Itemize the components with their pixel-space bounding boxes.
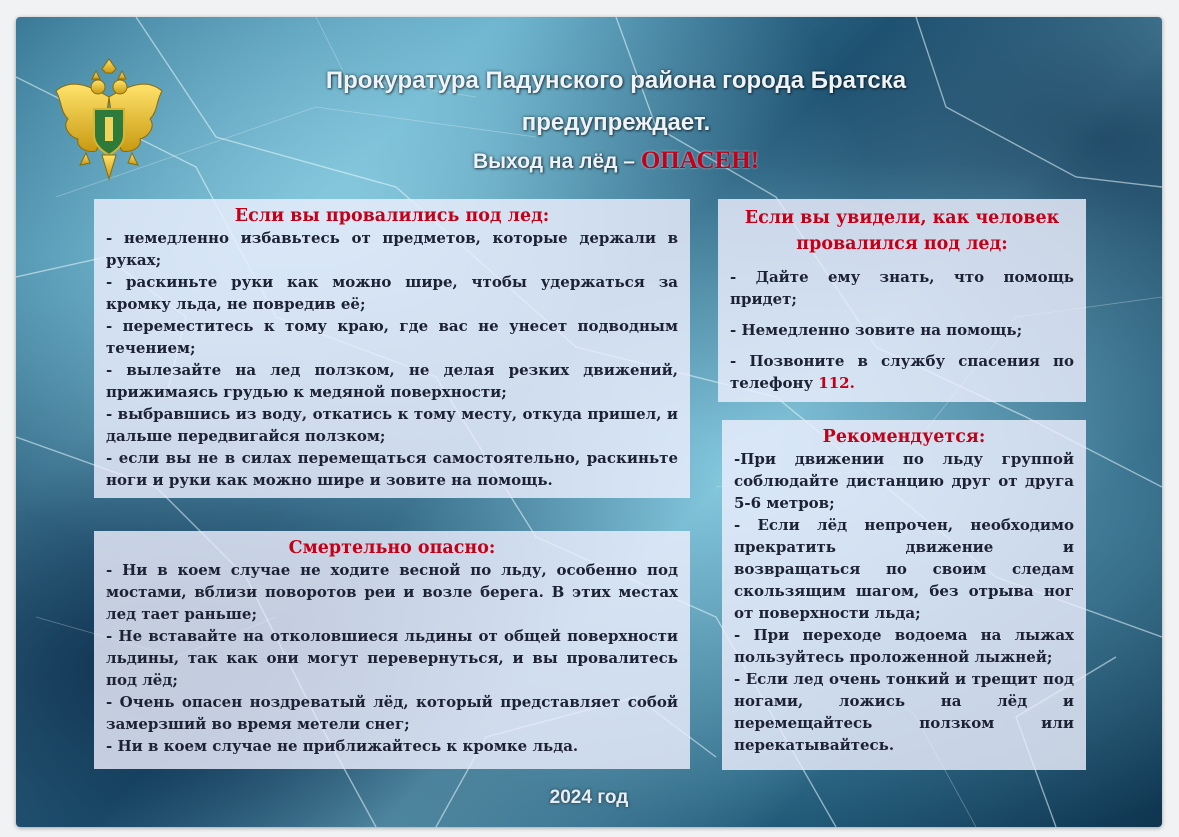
list-item: - Если лёд непрочен, необходимо прекратить движение и возвращаться по своим следам скользящим шагом, без отрыва ног от поверхности льда;	[734, 516, 1074, 622]
section-title: Смертельно опасно:	[288, 538, 496, 558]
list-item	[730, 350, 1074, 394]
list-item: - вылезайте на лед ползком, не делая резких движений, прижимаясь грудью к медяной поверхности;	[106, 361, 678, 401]
header-ice-warning-prefix: Выход на лёд –	[472, 150, 641, 173]
poster	[16, 17, 1162, 827]
section-title: Если вы провалились под лед:	[234, 206, 550, 226]
section-recommended	[722, 420, 1086, 770]
prosecutor-eagle-emblem-icon	[52, 57, 166, 185]
list-item: - Дайте ему знать, что помощь придет;	[730, 268, 1074, 308]
list-item: - При переходе водоема на лыжах пользуйтесь проложенной лыжней;	[734, 626, 1074, 666]
header-danger-word: ОПАСЕН!	[640, 147, 760, 174]
list-item: - Очень опасен ноздреватый лёд, который представляет собой замерзший во время метели снег;	[106, 693, 678, 733]
list-item: - Ни в коем случае не ходите весной по льду, особенно под мостами, вблизи поворотов реи и возле берега. В этих местах лед тает раньше;	[106, 561, 678, 623]
section-fell-through	[94, 199, 690, 498]
header-warns: предупреждает.	[521, 109, 711, 136]
list-item: - раскиньте руки как можно шире, чтобы удержаться за кромку льда, не повредив её;	[106, 273, 678, 313]
section-title: Рекомендуется:	[822, 427, 986, 447]
list-item: -При движении по льду группой соблюдайте дистанцию друг от друга 5-6 метров;	[734, 450, 1074, 512]
list-item: - Немедленно зовите на помощь;	[730, 321, 1023, 339]
list-item: - немедленно избавьтесь от предметов, которые держали в руках;	[106, 229, 678, 269]
list-item: - если вы не в силах перемещаться самостоятельно, раскиньте ноги и руки как можно шире и зовите на помощь.	[106, 449, 678, 489]
section-saw-person-fall	[718, 199, 1086, 402]
header-prosecutor-office: Прокуратура Падунского района города Братска	[325, 67, 907, 94]
header-ice-warning	[166, 147, 1066, 176]
rescue-phone-number: 112.	[818, 374, 855, 392]
list-item: - переместитесь к тому краю, где вас не унесет подводным течением;	[106, 317, 678, 357]
list-item: - Если лед очень тонкий и трещит под ногами, ложись на лёд и перемещайтесь ползком или перекатывайтесь.	[734, 670, 1074, 754]
list-item: - выбравшись из воду, откатись к тому месту, откуда пришел, и дальше передвигайся ползком;	[106, 405, 678, 445]
section-title: Если вы увидели, как человек провалился под лед:	[744, 208, 1060, 254]
section-deadly-dangerous	[94, 531, 690, 769]
list-item: - Ни в коем случае не приближайтесь к кромке льда.	[106, 737, 579, 755]
list-item: - Не вставайте на отколовшиеся льдины от общей поверхности льдины, так как они могут перевернуться, и вы провалитесь под лёд;	[106, 627, 678, 689]
poster-header	[166, 67, 1066, 176]
call-rescue-text: - Позвоните в службу спасения по телефону	[730, 352, 1074, 392]
footer-year: 2024 год	[549, 787, 629, 808]
